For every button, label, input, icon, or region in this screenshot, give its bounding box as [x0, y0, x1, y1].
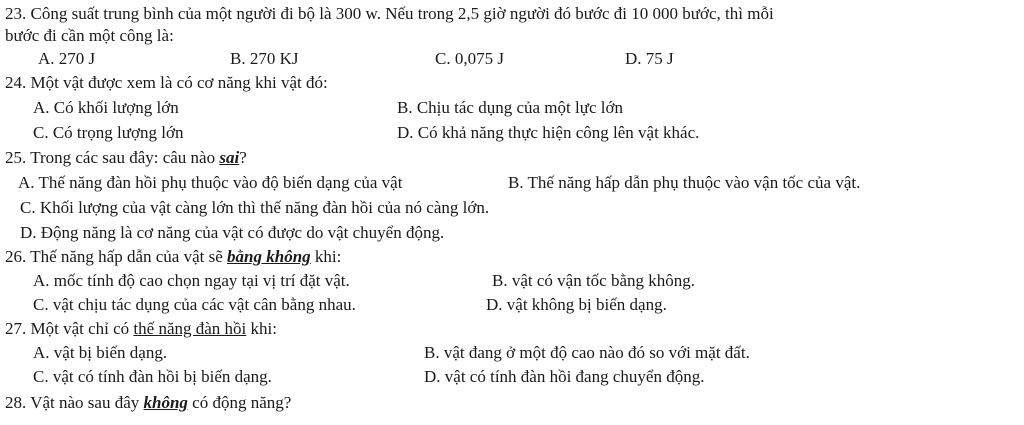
q26-stem [5, 245, 341, 269]
q24-stem: 24. Một vật được xem là có cơ năng khi vật đó: [5, 73, 328, 92]
q27-answer-c: C. vật có tính đàn hồi bị biến dạng. [33, 367, 272, 386]
q24-answer-d: D. Có khả năng thực hiện công lên vật khác. [397, 123, 700, 142]
q27-stem-underlined: thế năng đàn hồi [133, 319, 247, 338]
q24-answer-b: B. Chịu tác dụng của một lực lớn [397, 98, 623, 117]
q27-answer-b: B. vật đang ở một độ cao nào đó so với mặt đất. [424, 343, 750, 362]
q26-answers-row2 [0, 293, 1024, 317]
q27-answer-a: A. vật bị biến dạng. [33, 343, 168, 362]
q28-stem [5, 391, 291, 415]
q25-stem-emphasis: sai [219, 148, 240, 167]
q25-stem-post: ? [239, 148, 247, 167]
q23-answer-a: A. 270 J [38, 49, 96, 68]
q27-answers-row1 [0, 341, 1024, 365]
q26-stem-emphasis: bằng không [227, 247, 311, 266]
q25-answer-a: A. Thế năng đàn hồi phụ thuộc vào độ biến dạng của vật [18, 173, 403, 192]
q25-answer-c: C. Khối lượng của vật càng lớn thì thế năng đàn hồi của nó càng lớn. [20, 198, 490, 217]
q26-stem-pre: 26. Thế năng hấp dẫn của vật sẽ [5, 247, 228, 266]
q25-stem [5, 146, 247, 170]
q26-answer-b: B. vật có vận tốc bằng không. [492, 271, 696, 290]
q26-answer-d: D. vật không bị biến dạng. [486, 295, 667, 314]
q25-answer-d: D. Động năng là cơ năng của vật có được do vật chuyển động. [20, 223, 445, 242]
q26-answers-row1 [0, 269, 1024, 293]
q24-answers-row1 [0, 96, 1024, 120]
q27-stem-post: khi: [246, 319, 277, 338]
q27-answers-row2 [0, 365, 1024, 389]
q23-answers [0, 47, 1024, 71]
q23-stem-line2: bước đi cần một công là: [5, 26, 174, 45]
q23-answer-d: D. 75 J [625, 49, 674, 68]
q24-answer-c: C. Có trọng lượng lớn [33, 123, 184, 142]
q23-stem-line1: 23. Công suất trung bình của một người đi bộ là 300 w. Nếu trong 2,5 giờ người đó bước đi 10 000 bước, thì mỗi [5, 4, 774, 23]
q25-answers-row1 [0, 171, 1024, 195]
q28-stem-emphasis: không [143, 393, 188, 412]
q24-answers-row2 [0, 121, 1024, 145]
q27-stem-pre: 27. Một vật chỉ có [5, 319, 134, 338]
q26-answer-a: A. mốc tính độ cao chọn ngay tại vị trí đặt vật. [33, 271, 350, 290]
q26-stem-post: khi: [310, 247, 342, 266]
q27-stem [5, 317, 277, 341]
q27-answer-d: D. vật có tính đàn hồi đang chuyển động. [424, 367, 705, 386]
q25-stem-pre: 25. Trong các sau đây: câu nào [5, 148, 220, 167]
q28-stem-post: có động năng? [187, 393, 292, 412]
q24-answer-a: A. Có khối lượng lớn [33, 98, 179, 117]
q28-stem-pre: 28. Vật nào sau đây [5, 393, 144, 412]
q23-answer-b: B. 270 KJ [230, 49, 299, 68]
q25-answer-b: B. Thế năng hấp dẫn phụ thuộc vào vận tốc của vật. [508, 173, 861, 192]
q23-answer-c: C. 0,075 J [435, 49, 504, 68]
q26-answer-c: C. vật chịu tác dụng của các vật cân bằng nhau. [33, 295, 356, 314]
